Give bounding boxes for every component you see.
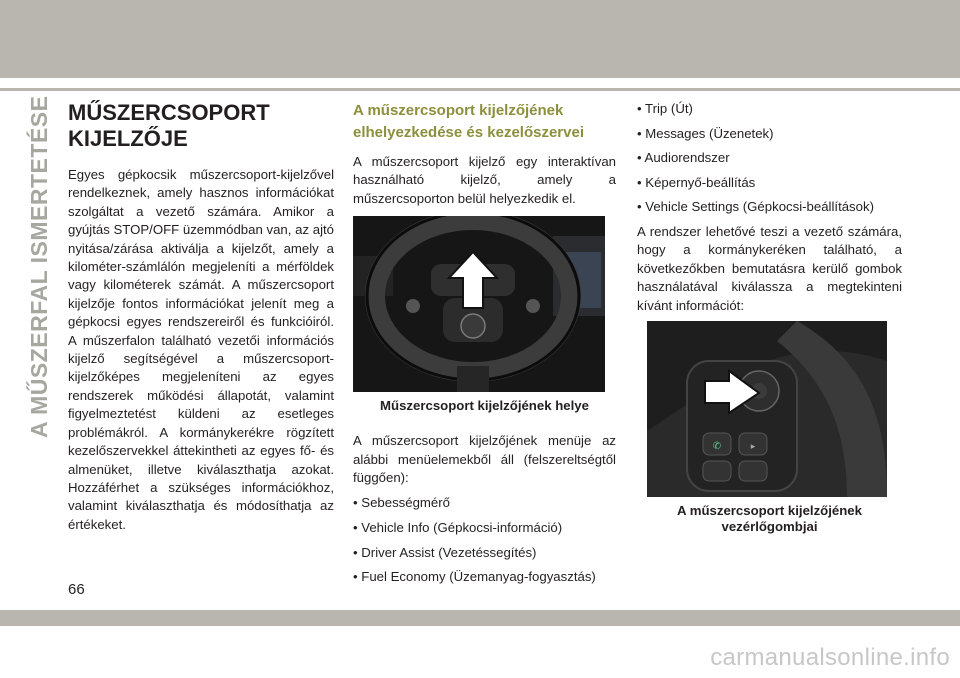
intro-paragraph: Egyes gépkocsik műszercsoport-kijelzővel rendelkeznek, amely hasznos információkat szolgáltat a vezető számára. Amikor a gyújtás STOP/OFF üzemmódban van, az ajtó nyitása/zárása aktiválja a kijelzőt, amely a kilométer-számlálón megjeleníti a mérföldek vagy kilométerek számát. A műszercsoport kijelzője fontos információkat jelenít meg a gépkocsi egyes rendszereiről és funkcióiról. A műszerfalon található vezetői információs kijelző segítségével a műszercsoport-kijelzőképes megjeleníteni az egyes rendszerek működési állapotát, valamint figyelmeztetést küldeni az esetleges problémákról. A kormánykerékre rögzített kezelőszervekkel áttekintheti az egyes fő- és almenüket, illetve kiválaszthatja azokat. Hozzáférhet a szükséges információkhoz, valamint kiválaszthatja és módosíthatja az értékeket. <box>68 167 334 532</box>
menu-item-messages: • Messages (Üzenetek) <box>637 125 774 141</box>
page-title-line1: MŰSZERCSOPORT <box>68 100 270 125</box>
menu-item-screen-setup: • Képernyő-beállítás <box>637 174 756 190</box>
menu-item-vehicle-info: • Vehicle Info (Gépkocsi-információ) <box>353 520 563 536</box>
menu-item-speedometer: • Sebességmérő <box>353 495 450 511</box>
figure-caption-location: Műszercsoport kijelzőjének helye <box>380 398 589 414</box>
section-heading-line2: elhelyezkedése és kezelőszervei <box>353 124 584 141</box>
svg-text:▸: ▸ <box>750 442 756 452</box>
location-paragraph: A műszercsoport kijelző egy interaktívan használható kijelző, amely a műszercsoporton belül helyezkedik el. <box>353 154 616 206</box>
section-heading-line1: A műszercsoport kijelzőjének <box>353 102 564 119</box>
column-right <box>637 100 902 535</box>
figure-caption-controls <box>637 503 902 535</box>
column-left <box>68 100 334 534</box>
header-band <box>0 0 960 78</box>
menu-item-audio: • Audiorendszer <box>637 150 730 166</box>
menu-item-driver-assist: • Driver Assist (Vezetéssegítés) <box>353 544 537 560</box>
section-label: A MŰSZERFAL ISMERTETÉSE <box>26 95 52 438</box>
figure-caption-controls-line2: vezérlőgombjai <box>721 519 818 534</box>
menu-item-trip: • Trip (Út) <box>637 101 693 116</box>
svg-text:✆: ✆ <box>712 441 722 452</box>
controls-paragraph: A rendszer lehetővé teszi a vezető számára, hogy a kormánykeréken található, a következőkben bemutatásra kerülő gombok használatával kiválassza a megtekinteni kívánt információt: <box>637 223 902 313</box>
steering-wheel-photo <box>353 216 605 392</box>
watermark: carmanualsonline.info <box>710 644 950 671</box>
menu-item-fuel-economy: • Fuel Economy (Üzemanyag-fogyasztás) <box>353 569 596 585</box>
menu-item-vehicle-settings: • Vehicle Settings (Gépkocsi-beállítások) <box>637 199 874 215</box>
header-rule <box>0 88 960 91</box>
menu-paragraph: A műszercsoport kijelzőjének menüje az alábbi menüelemekből áll (felszereltségtől függően): <box>353 433 616 486</box>
footer-band <box>0 610 960 626</box>
column-middle <box>353 100 616 593</box>
steering-controls-photo <box>647 321 887 497</box>
figure-caption-controls-line1: A műszercsoport kijelzőjének <box>677 503 862 518</box>
page-title-line2: KIJELZŐJE <box>68 126 188 151</box>
page-title <box>68 100 334 152</box>
page-number: 66 <box>68 581 85 598</box>
section-heading <box>353 100 616 144</box>
